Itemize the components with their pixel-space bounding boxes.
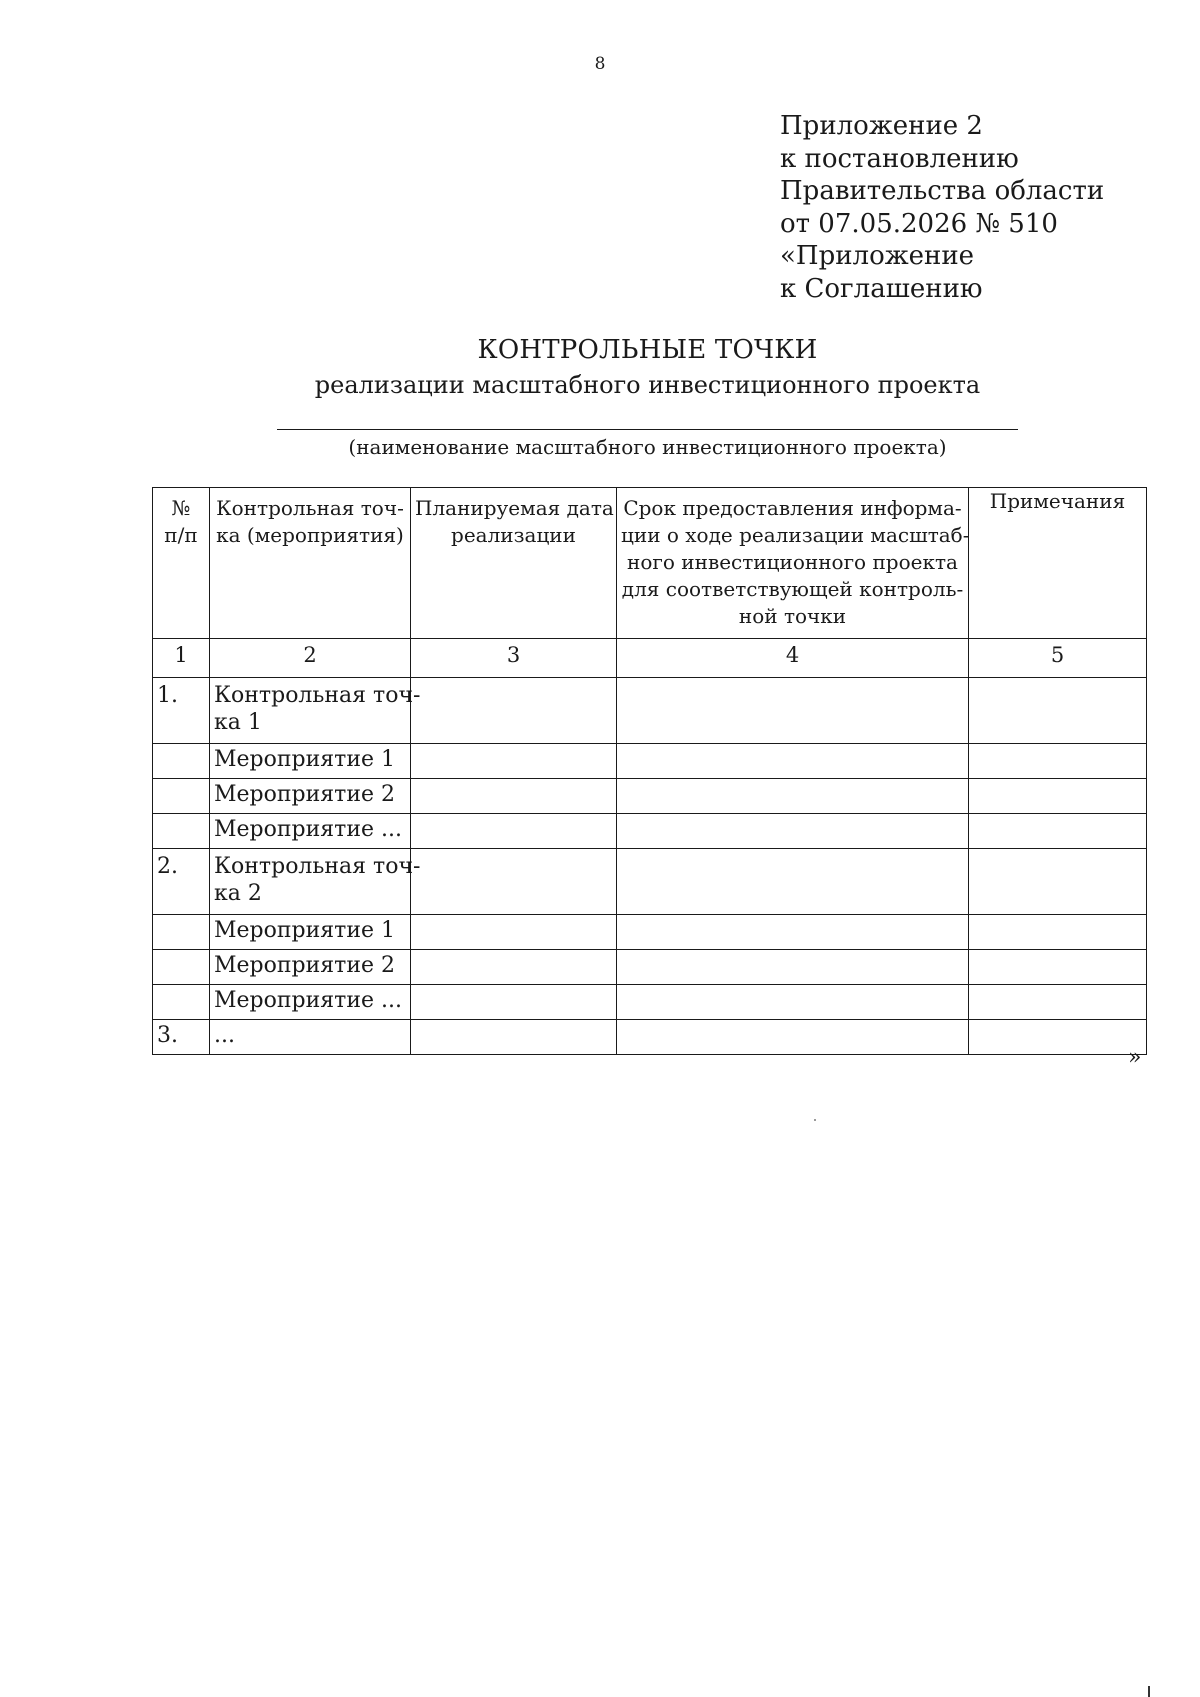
info-deadline-cell [617, 678, 969, 744]
cell-text-line: реализации [451, 523, 576, 547]
info-deadline-cell [617, 915, 969, 950]
planned-date-cell [411, 814, 617, 849]
column-number-row [153, 639, 1147, 678]
header-cell [210, 488, 411, 639]
scan-artifact-dot [814, 1119, 816, 1121]
document-subtitle: реализации масштабного инвестиционного проекта [314, 371, 981, 399]
appendix-block [780, 110, 1104, 305]
project-name-caption: (наименование масштабного инвестиционного проекта) [348, 435, 947, 459]
control-point-name-cell [210, 985, 411, 1020]
notes-cell [969, 1020, 1147, 1055]
planned-date-cell [411, 779, 617, 814]
notes-cell [969, 950, 1147, 985]
row-number-cell [153, 814, 210, 849]
column-number-cell: 4 [617, 639, 969, 678]
control-points-table [152, 487, 1147, 1055]
project-name-blank-line [277, 429, 1018, 430]
notes-cell [969, 744, 1147, 779]
planned-date-cell [411, 678, 617, 744]
header-cell [969, 488, 1147, 639]
cell-text-line: Мероприятие ... [214, 817, 402, 842]
control-point-name-cell [210, 849, 421, 915]
header-cell [153, 488, 210, 639]
row-number-cell: 1. [153, 678, 210, 744]
column-number-cell: 1 [153, 639, 210, 678]
column-number-cell: 5 [969, 639, 1147, 678]
row-number-cell [153, 985, 210, 1020]
info-deadline-cell [617, 950, 969, 985]
control-point-name-cell [210, 744, 411, 779]
control-points-table-container [152, 487, 1146, 1055]
control-point-name-cell [210, 678, 421, 744]
appendix-line: Приложение 2 [780, 111, 983, 141]
row-number-cell: 2. [153, 849, 210, 915]
row-number-cell [153, 950, 210, 985]
row-number-cell [153, 779, 210, 814]
cell-text-line: Контрольная точ- [214, 683, 421, 708]
scan-artifact-mark [1148, 1686, 1150, 1697]
cell-text-line: ка (мероприятия) [216, 523, 404, 547]
header-cell [617, 488, 969, 639]
planned-date-cell [411, 849, 617, 915]
cell-text-line: Мероприятие 1 [214, 747, 396, 772]
appendix-line: Правительства области [780, 176, 1105, 206]
planned-date-cell [411, 915, 617, 950]
table-row [153, 1020, 1147, 1055]
control-point-name-cell [210, 915, 411, 950]
notes-cell [969, 814, 1147, 849]
info-deadline-cell [617, 814, 969, 849]
info-deadline-cell [617, 849, 969, 915]
row-number-cell [153, 744, 210, 779]
cell-text-line: п/п [164, 523, 198, 547]
document-title: КОНТРОЛЬНЫЕ ТОЧКИ [477, 335, 818, 365]
planned-date-cell [411, 744, 617, 779]
table-header-row [153, 488, 1147, 639]
info-deadline-cell [617, 985, 969, 1020]
cell-text-line: ка 2 [214, 881, 262, 906]
cell-text-line: ного инвестиционного проекта [627, 550, 958, 574]
page-number: 8 [594, 54, 606, 74]
table-row [153, 915, 1147, 950]
planned-date-cell [411, 985, 617, 1020]
row-number-cell: 3. [153, 1020, 210, 1055]
table-row [153, 849, 1147, 915]
cell-text-line: для соответствующей контроль- [621, 577, 964, 601]
table-row [153, 744, 1147, 779]
appendix-line: «Приложение [780, 241, 975, 271]
info-deadline-cell [617, 1020, 969, 1055]
cell-text-line: ной точки [738, 604, 847, 628]
closing-quote: » [1128, 1045, 1142, 1070]
appendix-line: к постановлению [780, 143, 1019, 174]
notes-cell [969, 915, 1147, 950]
appendix-line: от 07.05.2026 № 510 [780, 208, 1058, 239]
table-row [153, 779, 1147, 814]
cell-text-line: Мероприятие 2 [214, 953, 396, 978]
cell-text-line: ка 1 [214, 710, 262, 735]
control-point-name-cell [210, 1020, 411, 1055]
notes-cell [969, 678, 1147, 744]
cell-text-line: Контрольная точ- [216, 496, 404, 520]
cell-text-line: Планируемая дата [415, 496, 614, 520]
control-point-name-cell [210, 779, 411, 814]
cell-text-line: № [171, 496, 191, 520]
table-row [153, 950, 1147, 985]
info-deadline-cell [617, 779, 969, 814]
control-point-name-cell [210, 950, 411, 985]
cell-text-line: ции о ходе реализации масштаб- [621, 523, 970, 547]
info-deadline-cell [617, 744, 969, 779]
cell-text-line: Мероприятие 2 [214, 782, 396, 807]
cell-text-line: Срок предоставления информа- [623, 496, 962, 520]
notes-cell [969, 779, 1147, 814]
cell-text-line: Мероприятие ... [214, 988, 402, 1013]
column-number-cell: 2 [210, 639, 411, 678]
control-point-name-cell [210, 814, 411, 849]
column-number-cell: 3 [411, 639, 617, 678]
planned-date-cell [411, 950, 617, 985]
cell-text-line: Мероприятие 1 [214, 918, 396, 943]
planned-date-cell [411, 1020, 617, 1055]
appendix-line: к Соглашению [780, 273, 983, 304]
row-number-cell [153, 915, 210, 950]
header-cell [411, 488, 617, 639]
cell-text-line: Контрольная точ- [214, 854, 421, 879]
cell-text-line: Примечания [989, 489, 1126, 513]
table-row [153, 814, 1147, 849]
notes-cell [969, 849, 1147, 915]
notes-cell [969, 985, 1147, 1020]
table-row [153, 678, 1147, 744]
table-row [153, 985, 1147, 1020]
cell-text-line: ... [214, 1023, 235, 1048]
